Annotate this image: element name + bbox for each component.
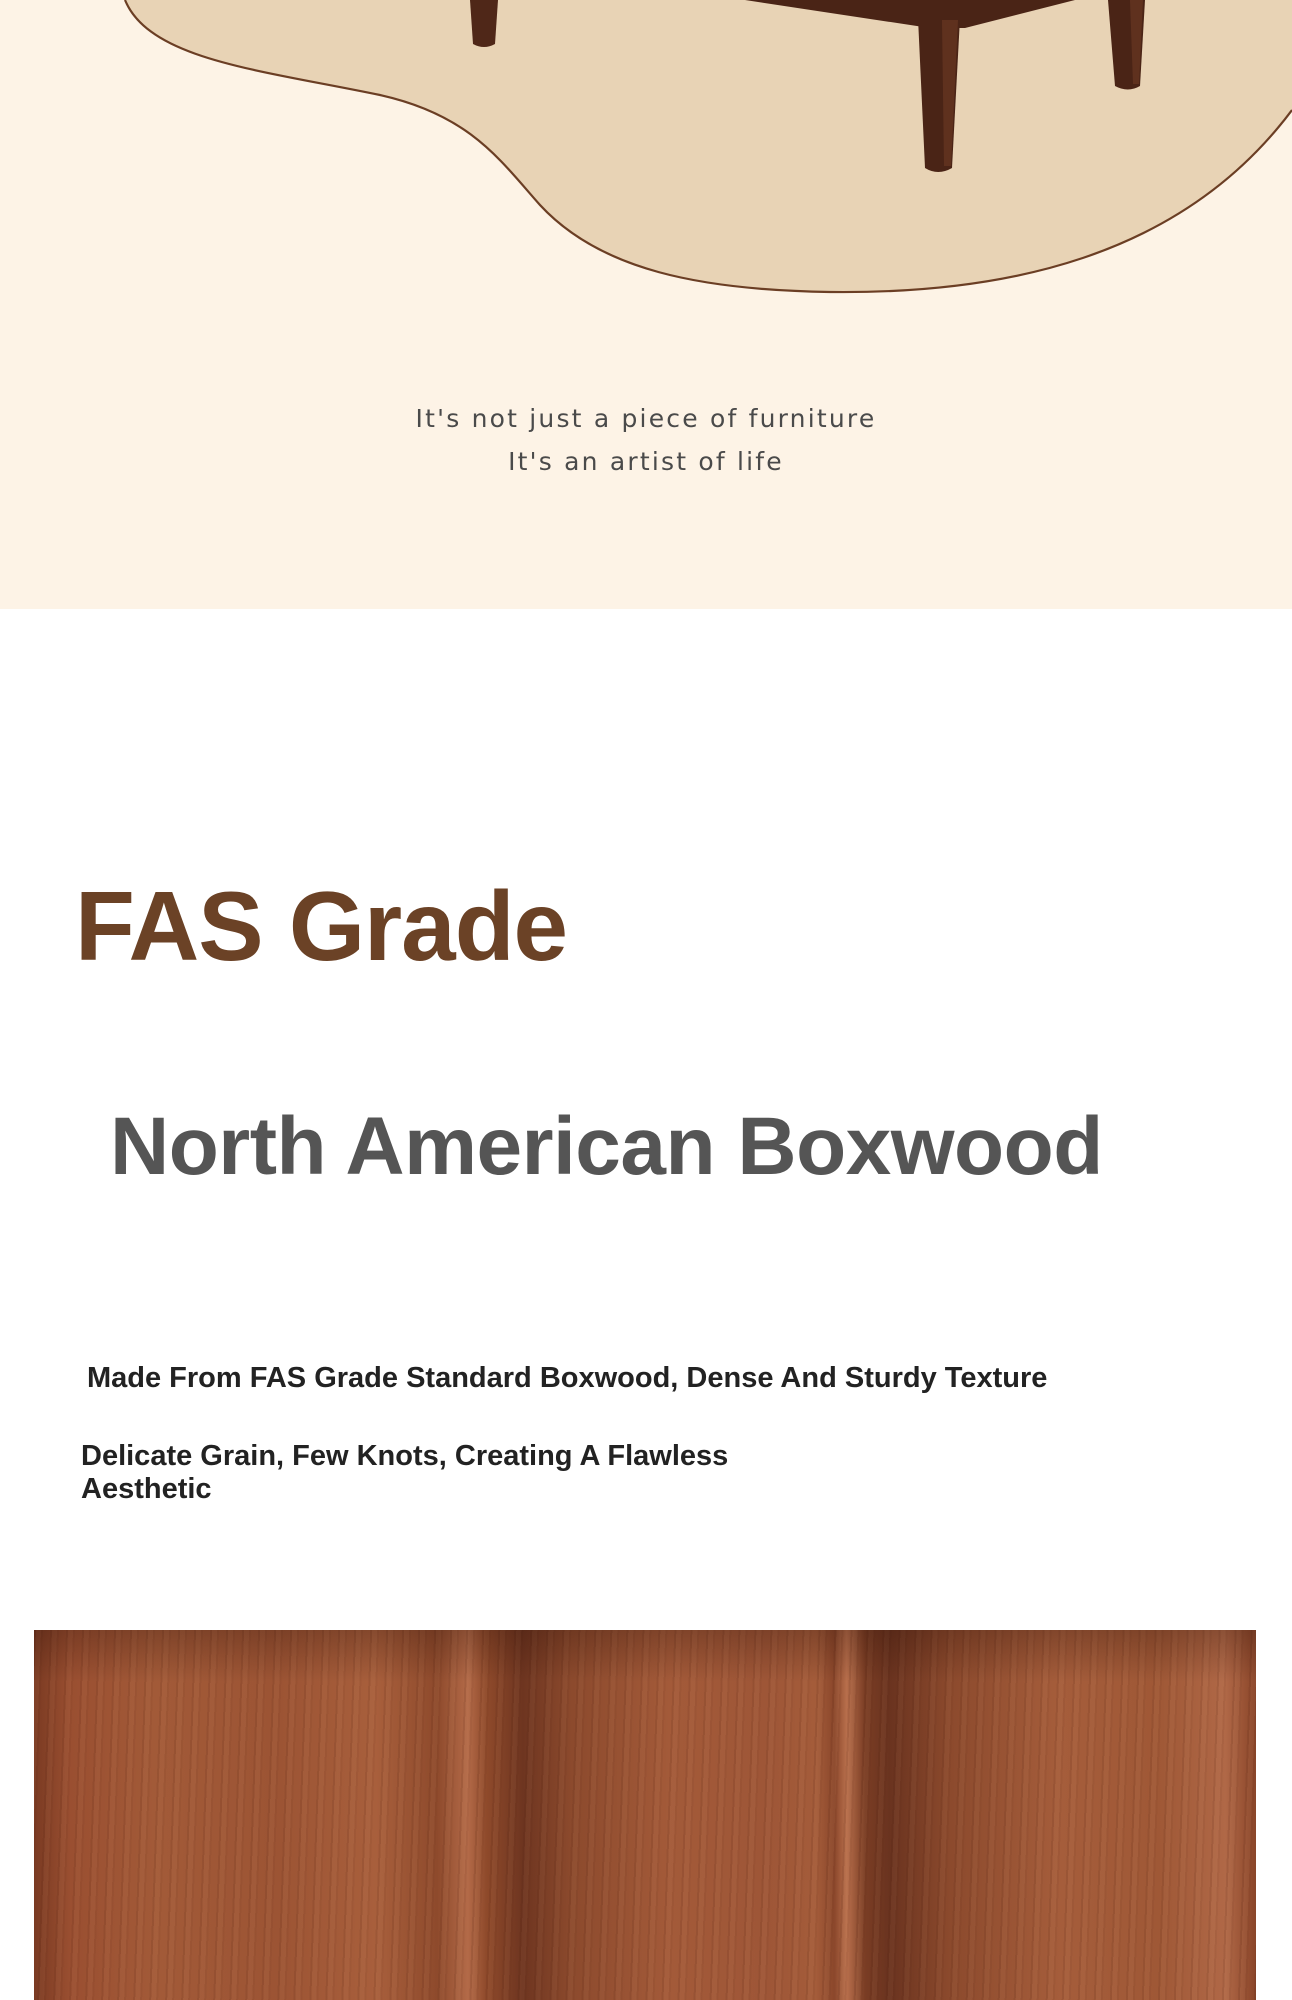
cabinet-leg-left [470, 0, 498, 47]
wood-shade-overlay [34, 1630, 1256, 2000]
hero-section [0, 0, 1292, 609]
furniture-illustration [0, 0, 1292, 609]
tagline-line-1: It's not just a piece of furniture [415, 404, 877, 433]
feature-subtitle: North American Boxwood [110, 1101, 1103, 1192]
wood-texture-panel [34, 1630, 1256, 2000]
tagline-line-2: It's an artist of life [508, 447, 784, 476]
feature-description-2: Delicate Grain, Few Knots, Creating A Flawless Aesthetic [81, 1440, 729, 1505]
feature-description-1: Made From FAS Grade Standard Boxwood, Dense And Sturdy Texture [87, 1362, 1048, 1394]
feature-title: FAS Grade [75, 871, 568, 981]
